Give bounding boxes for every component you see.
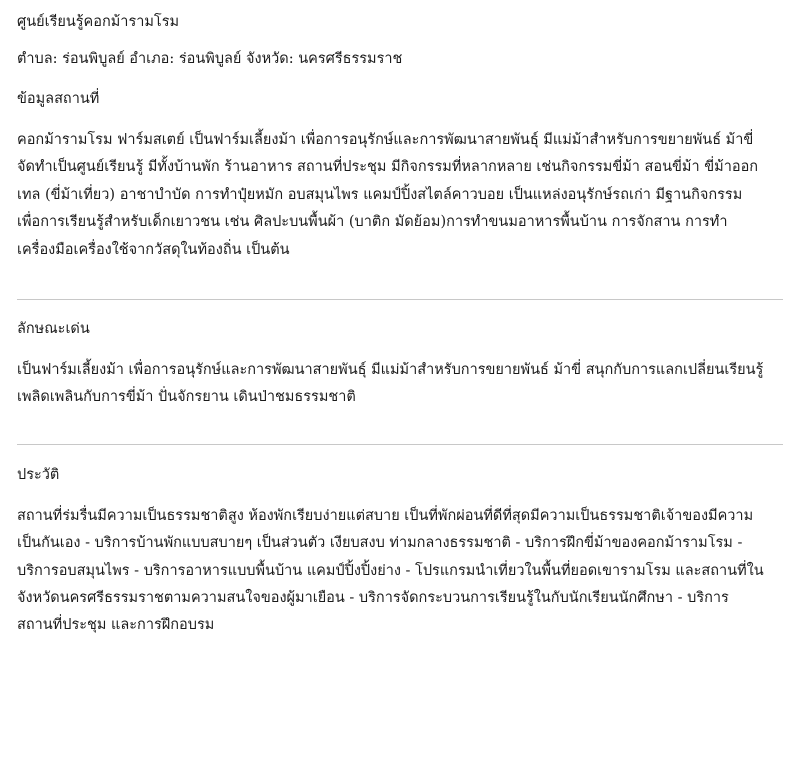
info-line: เครื่องมือเครื่องใช้จากวัสดุในท้องถิ่น เป็นต้น [17,241,290,258]
history-line: เป็นกันเอง - บริการบ้านพักแบบสบายๆ เป็นส่วนตัว เงียบสงบ ท่ามกลางธรรมชาติ - บริการฝึกขี่ม้าของคอกม้าราม​โรม - [17,535,743,552]
info-line: คอกม้าราม​โรม ฟาร์มสเตย์ เป็นฟาร์มเลี้ยงม้า เพื่อการอนุรักษ์และการพัฒนาสายพันธุ์ มีแม่ม้าสำหรับการขยายพันธ์ ม้าขี่ [17,132,754,148]
history-line: บริการอบสมุนไพร - บริการอาหารแบบพื้นบ้าน แคมป์ปิ้งปิ้งย่าง - โปรแกรมนำเที่ยวในพื้นที่ยอดเขาราม​โรม และสถานที่ใน [17,562,764,579]
feature-paragraph [17,357,783,412]
feature-line: เพลิดเพลินกับการขี่ม้า ปั่นจักรยาน เดินป่าชมธรรมชาติ [17,389,356,406]
section-heading-info: ข้อมูลสถานที่ [17,91,100,107]
history-paragraph [17,503,783,640]
info-line: เทล (ขี่ม้าเที่ยว) อาชาบำบัด การทำปุ๋ยหมัก อบสมุนไพร แคมป์ปิ้งสไตล์คาวบอย เป็นแหล่งอนุรักษ์รถเก่า มีฐานกิจกรรม [17,186,743,203]
info-line: จัดทำเป็นศูนย์เรียนรู้ มีทั้งบ้านพัก ร้านอาหาร สถานที่ประชุม มีกิจกรรมที่หลากหลาย เช่นกิจกรรมขี่ม้า สอนขี่ม้า ขี่ม้าออก [17,159,759,176]
history-line: จังหวัดนครศรีธรรมราชตามความสนใจของผู้มาเยือน - บริการจัดกระบวนการเรียนรู้ในกับนักเรียนนักศึกษา - บริการ [17,590,729,607]
location-line: ตำบล: ร่อนพิบูลย์ อำเภอ: ร่อนพิบูลย์ จังหวัด: นครศรีธรรมราช [17,51,403,67]
section-divider [17,444,783,445]
section-heading-feature: ลักษณะเด่น [17,321,90,338]
section-divider [17,299,783,300]
history-line: สถานที่ประชุม และการฝึกอบรม [17,617,215,634]
section-heading-history: ประวัติ [17,466,60,483]
page-title: ศูนย์เรียนรู้คอกม้าราม​โรม [17,14,180,30]
history-line: สถานที่ร่มรื่นมีความเป็นธรรมชาติสูง ห้องพักเรียบง่ายแต่สบาย เป็นที่พักผ่อนที่ดีที่สุดมีความเป็นธรรมชาติเจ้าของมีความ [17,507,754,524]
info-line: เพื่อการเรียนรู้สำหรับเด็กเยาวชน เช่น ศิลปะบนพื้นผ้า (บาติก มัดย้อม)การทำขนมอาหารพื้นบ้าน การจักสาน การทำ [17,214,728,231]
feature-line: เป็นฟาร์มเลี้ยงม้า เพื่อการอนุรักษ์และการพัฒนาสายพันธุ์ มีแม่ม้าสำหรับการขยายพันธ์ ม้าขี่ สนุกกับการแลกเปลี่ยนเรียนรู้ [17,362,764,379]
info-paragraph [17,127,783,264]
